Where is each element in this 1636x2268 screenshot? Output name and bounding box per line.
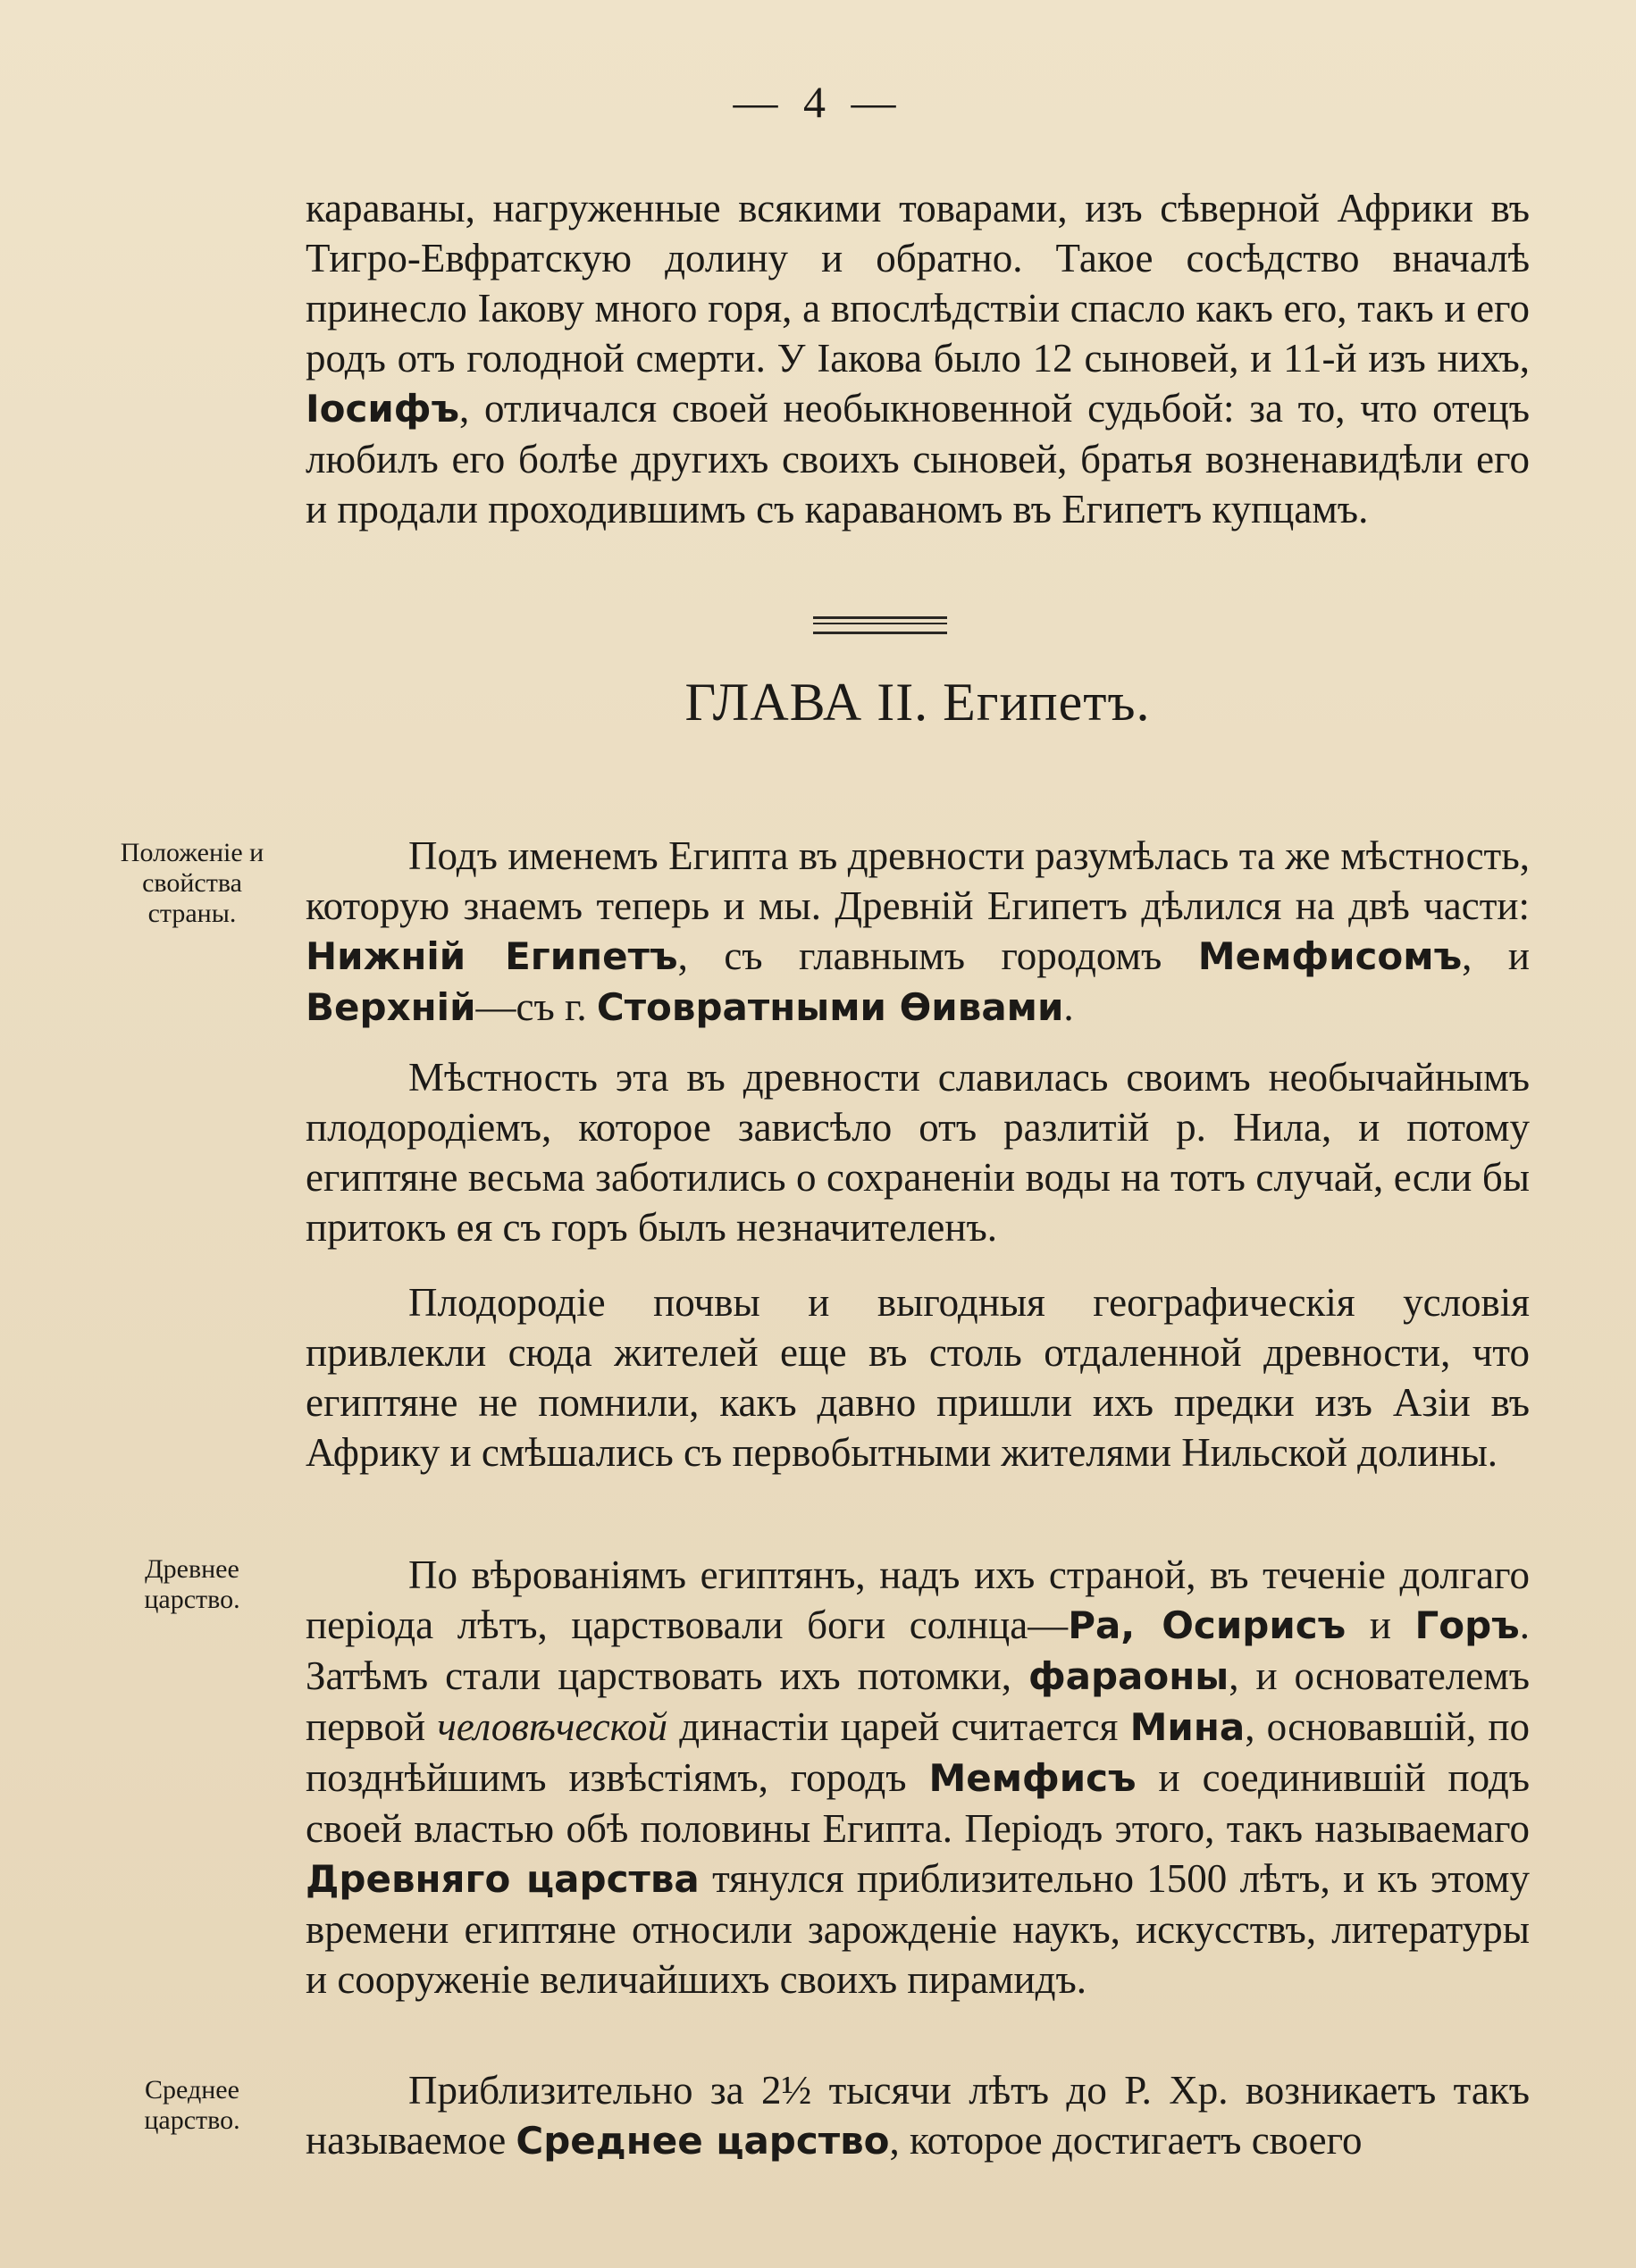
p1-bold-thebes: Стовратными Өивами bbox=[596, 985, 1064, 1029]
margin-note-position: Положеніе и свойства страны. bbox=[120, 838, 264, 928]
margin-note-middle-kingdom: Среднее царство. bbox=[144, 2075, 240, 2135]
intro-text: караваны, нагруженные всякими товарами, изъ сѣверной Африки въ Тигро-Евфратскую долину и обратно. Такое сосѣдство вначалѣ принесло Іакову много горя, а впослѣдствіи спасло какъ его, такъ и его родъ отъ голодной смерти. У Іакова было 12 сыновей, и 11-й изъ нихъ, bbox=[306, 186, 1530, 381]
p4-bold-mina: Мина bbox=[1129, 1705, 1246, 1749]
p1-text: Подъ именемъ Египта въ древности разумѣлась та же мѣстность, которую знаемъ теперь и мы. Древній Египетъ дѣлился на двѣ части: bbox=[306, 833, 1530, 928]
p1-bold-lower-egypt: Нижній Египетъ bbox=[306, 934, 678, 978]
p4-text: , основавшій, по позднѣйшимъ извѣстіямъ, городъ bbox=[306, 1704, 1531, 1800]
p5-text: , которое достигаетъ своего bbox=[889, 2118, 1363, 2163]
intro-paragraph bbox=[306, 183, 1530, 534]
p4-text: и соединившій подъ своей властью обѣ половины Египта. Періодъ этого, такъ называемаго bbox=[306, 1755, 1530, 1851]
p4-bold-horus: Горъ bbox=[1414, 1603, 1520, 1647]
p4-text: . Затѣмъ стали царствовать ихъ потомки, bbox=[306, 1603, 1530, 1698]
section-divider bbox=[813, 616, 947, 634]
p5-text: Приблизительно за 2½ тысячи лѣтъ до Р. Хр. возникаетъ такъ называемое bbox=[306, 2068, 1530, 2163]
paragraph-4 bbox=[306, 1550, 1530, 2004]
intro-tail: , отличался своей необыкновенной судьбой: за то, что отецъ любилъ его болѣе другихъ своихъ сыновей, братья возненавидѣли его и продали проходившимъ съ караваномъ въ Египетъ купцамъ. bbox=[306, 386, 1530, 531]
p4-text: тянулся приблизительно 1500 лѣтъ, и къ этому времени египтяне относили зарожденіе наукъ, искусствъ, литературы и сооруженіе величайшихъ своихъ пирамидъ. bbox=[306, 1856, 1530, 2002]
p2-text: Мѣстность эта въ древности славилась своимъ необычайнымъ плодородіемъ, которое зависѣло отъ разлитій р. Нила, и потому египтяне весьма заботились о сохраненіи воды на тотъ случай, если бы притокъ ея съ горъ былъ незначителенъ. bbox=[306, 1055, 1530, 1250]
p4-italic-human: человѣческой bbox=[437, 1704, 668, 1749]
page-number: — 4 — bbox=[733, 77, 903, 127]
p1-text: —съ г. bbox=[475, 984, 597, 1029]
margin-note-old-kingdom: Древнее царство. bbox=[144, 1554, 240, 1614]
paragraph-1 bbox=[306, 831, 1530, 1033]
intro-bold-name: Іосифъ bbox=[306, 387, 460, 431]
p4-text: и bbox=[1346, 1603, 1415, 1647]
paragraph-2 bbox=[306, 1052, 1530, 1252]
p4-bold-memphis: Мемфисъ bbox=[928, 1756, 1137, 1800]
p4-bold-old-kingdom: Древняго царства bbox=[306, 1857, 700, 1901]
p1-text: , и bbox=[1462, 933, 1530, 978]
p1-bold-memphis: Мемфисомъ bbox=[1197, 934, 1463, 978]
p4-text: По вѣрованіямъ египтянъ, надъ ихъ страной, въ теченіе долгаго періода лѣтъ, царствовали боги солнца— bbox=[306, 1552, 1530, 1647]
p5-bold-middle-kingdom: Среднее царство bbox=[516, 2119, 890, 2163]
p3-text: Плодородіе почвы и выгодныя географическія условія привлекли сюда жителей еще въ столь отдаленной древности, что египтяне не помнили, какъ давно пришли ихъ предки изъ Азіи въ Африку и смѣшались съ первобытными жителями Нильской долины. bbox=[306, 1280, 1530, 1475]
p4-text: , и основателемъ первой bbox=[306, 1653, 1530, 1749]
p4-text: династіи царей считается bbox=[667, 1704, 1130, 1749]
paragraph-3 bbox=[306, 1277, 1530, 1477]
paragraph-5 bbox=[306, 2065, 1530, 2166]
chapter-heading: ГЛАВА II. Египетъ. bbox=[684, 673, 1151, 732]
p1-text: . bbox=[1063, 984, 1074, 1029]
p1-text: , съ главнымъ городомъ bbox=[677, 933, 1198, 978]
p4-bold-pharaohs: фараоны bbox=[1028, 1654, 1229, 1698]
p4-bold-gods: Ра, Осирисъ bbox=[1068, 1603, 1347, 1647]
p1-bold-upper: Верхній bbox=[306, 985, 476, 1029]
